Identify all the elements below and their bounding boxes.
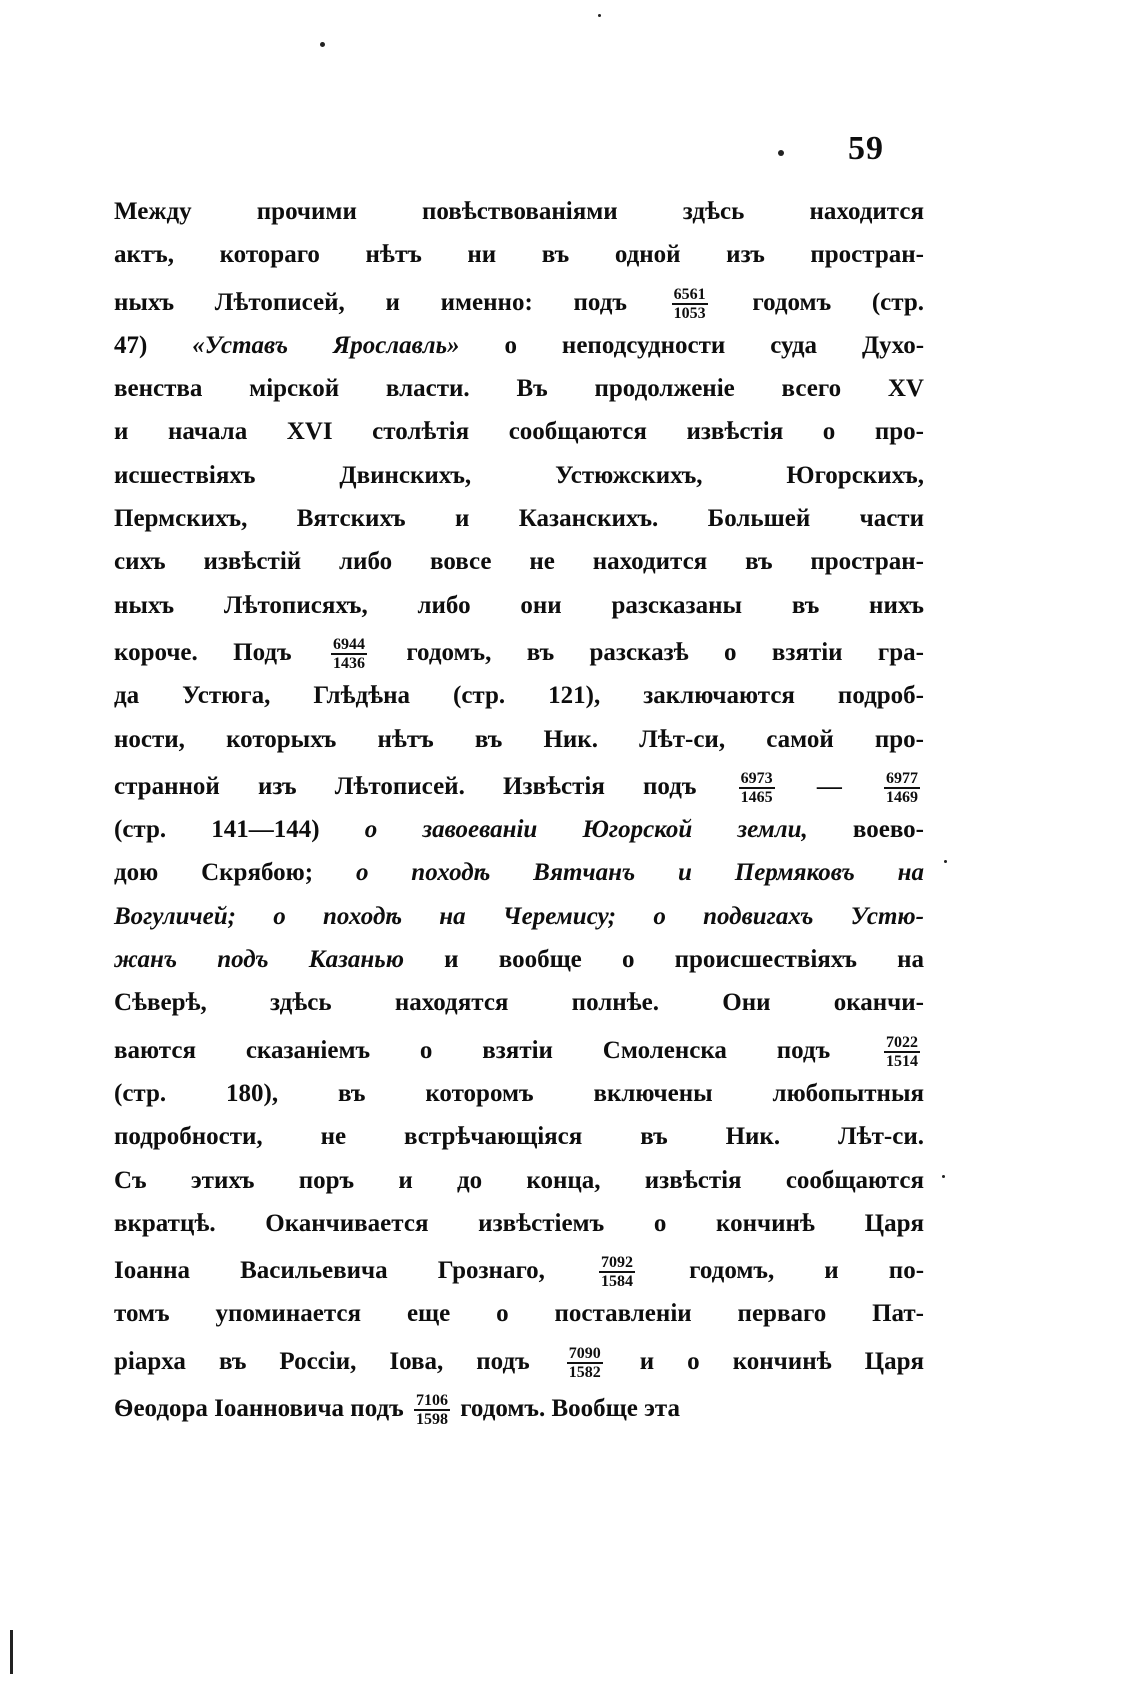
margin-mark	[10, 1630, 13, 1674]
text-line	[114, 627, 924, 674]
text-segment: Между прочими повѣствованіями здѣсь находится	[114, 198, 924, 225]
fraction-denominator: 1584	[601, 1273, 634, 1291]
fraction-numerator: 7092	[601, 1254, 634, 1272]
text-segment: Ѳеодора Іоанновича подъ	[114, 1395, 404, 1423]
year-fraction	[672, 286, 708, 322]
page-number: 59	[848, 130, 884, 167]
text-line	[114, 808, 924, 851]
italic-text: жанъ подъ Казанью	[114, 946, 404, 974]
text-line	[114, 895, 924, 938]
fraction-denominator: 1582	[568, 1363, 601, 1381]
text-segment: вкратцѣ. Оканчивается извѣстіемъ о кончинѣ Царя	[114, 1209, 924, 1237]
text-segment: венства мірской власти. Въ продолженіе всего XV	[114, 375, 924, 403]
fraction-denominator: 1598	[415, 1411, 448, 1429]
text-segment: и о кончинѣ Царя	[639, 1347, 924, 1375]
text-segment: (стр. 180), въ которомъ включены любопытныя	[114, 1079, 924, 1107]
fraction-denominator: 1053	[673, 304, 706, 322]
text-segment: (стр. 141—144)	[114, 816, 320, 844]
text-segment: актъ, котораго нѣтъ ни въ одной изъ простран-	[114, 241, 924, 269]
text-line	[114, 1025, 924, 1072]
text-line	[114, 540, 924, 583]
text-line	[114, 761, 924, 808]
text-line	[114, 1336, 924, 1383]
text-segment: Съ этихъ поръ и до конца, извѣстія сообщаются	[114, 1166, 924, 1194]
year-fraction	[567, 1345, 603, 1381]
fraction-denominator: 1436	[332, 655, 365, 673]
italic-text: Вогуличей; о походѣ на Черемису; о подвигахъ Устю-	[114, 902, 924, 930]
fraction-numerator: 6973	[740, 770, 773, 788]
text-line	[114, 938, 924, 981]
year-fraction	[884, 770, 920, 806]
text-segment: странной изъ Лѣтописей. Извѣстія подъ	[114, 772, 697, 800]
text-line	[114, 718, 924, 761]
text-line	[114, 367, 924, 410]
text-line	[114, 674, 924, 717]
text-line	[114, 1072, 924, 1115]
fraction-denominator: 1465	[740, 789, 773, 807]
text-segment: ныхъ Лѣтописяхъ, либо они разсказаны въ нихъ	[114, 591, 924, 619]
italic-text: о походѣ Вятчанъ и Пермяковъ на	[355, 859, 925, 887]
year-fraction	[739, 770, 775, 806]
year-fraction	[414, 1392, 450, 1428]
text-line	[114, 454, 924, 497]
text-segment: сихъ извѣстій либо вовсе не находится въ простран-	[114, 548, 924, 576]
text-segment: дою Скрябою;	[114, 859, 314, 887]
text-line	[114, 277, 924, 324]
fraction-denominator: 1514	[886, 1052, 918, 1070]
year-fraction	[331, 636, 367, 672]
text-segment: воево-	[852, 816, 925, 844]
text-segment: Іоанна Васильевича Грознаго,	[114, 1257, 545, 1285]
speck-dot	[320, 42, 325, 47]
speck-dot	[598, 14, 601, 17]
text-line	[114, 324, 924, 367]
text-line	[114, 1245, 924, 1292]
fraction-numerator: 6944	[332, 636, 365, 654]
fraction-denominator: 1469	[886, 789, 918, 807]
text-segment: Пермскихъ, Вятскихъ и Казанскихъ. Большей части	[114, 505, 924, 533]
text-segment: годомъ, и по-	[689, 1257, 925, 1285]
year-fraction	[599, 1254, 635, 1290]
text-line	[114, 1383, 924, 1430]
text-segment: годомъ. Вообще эта	[460, 1395, 681, 1423]
text-segment: и вообще о происшествіяхъ на	[444, 946, 924, 974]
text-segment: исшествіяхъ Двинскихъ, Устюжскихъ, Югорскихъ,	[114, 461, 924, 489]
page-number-dot	[778, 150, 784, 156]
text-segment: томъ упоминается еще о поставленіи перваго Пат-	[114, 1300, 924, 1328]
text-line	[114, 497, 924, 540]
fraction-numerator: 7106	[415, 1392, 448, 1410]
text-segment: Сѣверѣ, здѣсь находятся полнѣе. Они оканчи-	[114, 989, 924, 1017]
text-segment: ныхъ Лѣтописей, и именно: подъ	[114, 288, 627, 316]
body-text	[114, 190, 924, 1430]
text-segment: ности, которыхъ нѣтъ въ Ник. Лѣт-си, самой про-	[114, 725, 924, 753]
text-segment: ріарха въ Россіи, Іова, подъ	[114, 1347, 530, 1375]
text-segment: и начала XVI столѣтія сообщаются извѣстія о про-	[114, 418, 924, 446]
fraction-numerator: 6561	[673, 285, 706, 303]
text-segment: —	[816, 772, 842, 800]
text-line	[114, 981, 924, 1024]
text-line	[114, 851, 924, 894]
italic-text: о завоеваніи Югорской земли,	[364, 816, 808, 844]
fraction-numerator: 6977	[886, 770, 918, 788]
speck-dot	[942, 1175, 945, 1178]
year-fraction	[884, 1034, 920, 1070]
text-line	[114, 1292, 924, 1335]
text-segment: короче. Подъ	[114, 638, 292, 666]
speck-dot	[944, 860, 947, 863]
italic-text: «Уставъ Ярославль»	[192, 331, 460, 359]
text-line	[114, 410, 924, 453]
text-segment: годомъ, въ разсказѣ о взятіи гра-	[406, 638, 924, 666]
text-segment: ваются сказаніемъ о взятіи Смоленска подъ	[114, 1036, 831, 1064]
text-segment: подробности, не встрѣчающіяся въ Ник. Лѣт-си.	[114, 1123, 924, 1151]
text-line	[114, 584, 924, 627]
text-line	[114, 1159, 924, 1202]
fraction-numerator: 7090	[568, 1344, 601, 1362]
fraction-numerator: 7022	[886, 1033, 918, 1051]
text-line	[114, 1115, 924, 1158]
text-segment: о неподсудности суда Духо-	[504, 331, 925, 359]
text-line	[114, 190, 924, 233]
text-segment: да Устюга, Глѣдѣна (стр. 121), заключаются подроб-	[114, 682, 924, 710]
text-line	[114, 233, 924, 276]
text-segment: годомъ (стр.	[752, 288, 925, 316]
text-line	[114, 1202, 924, 1245]
text-segment: 47)	[114, 331, 148, 359]
